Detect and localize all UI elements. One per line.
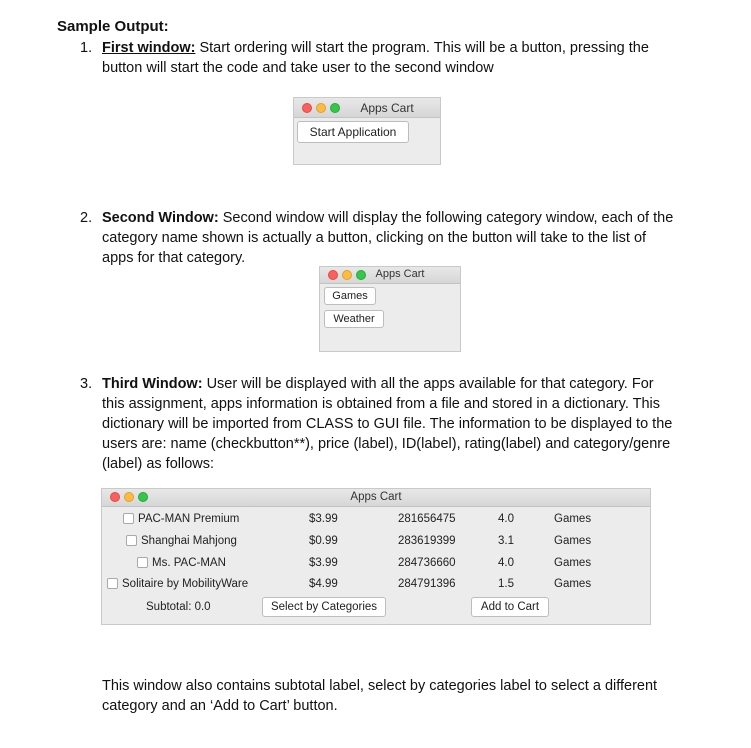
app-name: Ms. PAC-MAN [152,557,226,569]
add-to-cart-button[interactable]: Add to Cart [471,597,549,617]
app-price: $4.99 [309,578,338,590]
list-item-3 [80,374,678,474]
app-rating: 4.0 [498,557,514,569]
app-price: $3.99 [309,513,338,525]
app-checkbox[interactable] [126,535,137,546]
item-title: Third Window: [102,376,203,392]
title-bar [294,98,440,118]
window-third [101,488,651,625]
app-price: $0.99 [309,535,338,547]
window-second [319,266,461,352]
app-price: $3.99 [309,557,338,569]
app-id: 281656475 [398,513,456,525]
window-first [293,97,441,165]
games-button[interactable]: Games [324,287,376,305]
window-title: Apps Cart [350,491,402,503]
app-id: 284736660 [398,557,456,569]
app-checkbox[interactable] [107,578,118,589]
app-id: 284791396 [398,578,456,590]
app-checkbox[interactable] [123,513,134,524]
item-text: Second window will display the following category window, each of the category name shown is actually a button, clicking on the button will take to the list of apps for that category. [102,210,674,266]
subtotal-label: Subtotal: 0.0 [146,601,211,613]
app-name: PAC-MAN Premium [138,513,240,525]
app-name: Shanghai Mahjong [141,535,237,547]
item-text: User will be displayed with all the apps available for that category. For this assignment, apps information is obtained from a file and stored in a dictionary. This dictionary will be imported from CLASS to GUI file. The information to be displayed to the users are: name (checkbutton**), price (label), ID(label), rating(label) and category/genre (label) as follows: [102,376,673,472]
app-rating: 3.1 [498,535,514,547]
list-item-2 [80,208,680,268]
start-application-button[interactable]: Start Application [297,121,409,143]
app-genre: Games [554,557,592,569]
item-number: 2. [80,210,93,226]
select-by-categories-button[interactable]: Select by Categories [262,597,386,617]
app-id: 283619399 [398,535,456,547]
footer-text: This window also contains subtotal label, select by categories label to select a different category and an ‘Add to Cart’ button. [102,678,658,714]
app-genre: Games [554,535,592,547]
item-title: Second Window: [102,210,219,226]
title-bar [320,267,460,284]
footer-paragraph [102,676,682,716]
item-number: 1. [80,40,93,56]
item-number: 3. [80,376,93,392]
app-genre: Games [554,578,592,590]
app-rating: 1.5 [498,578,514,590]
weather-button[interactable]: Weather [324,310,384,328]
app-name: Solitaire by MobilityWare [122,578,249,590]
app-genre: Games [554,513,592,525]
list-item-1 [80,38,680,78]
app-rating: 4.0 [498,513,514,525]
window-title: Apps Cart [375,268,425,280]
window-title: Apps Cart [360,101,414,115]
item-title: First window: [102,40,196,56]
app-checkbox[interactable] [137,557,148,568]
heading: Sample Output: [57,18,169,35]
title-bar [102,489,650,507]
item-text: Start ordering will start the program. This will be a button, pressing the button will start the code and take user to the second window [102,40,649,76]
